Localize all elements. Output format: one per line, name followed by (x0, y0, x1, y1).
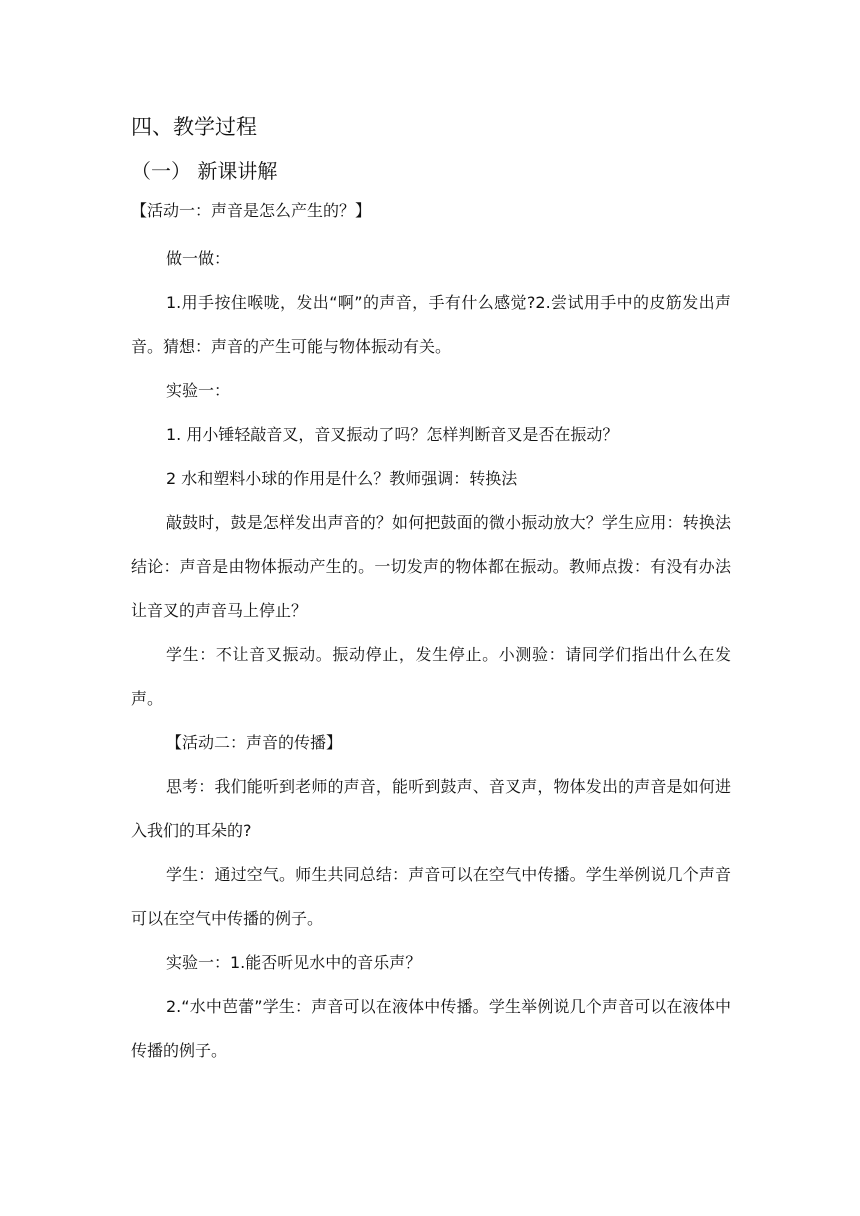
activity-one-title: 【活动一：声音是怎么产生的？】 (131, 201, 372, 220)
document-body (131, 108, 731, 1073)
paragraph-do-items: 1.用手按住喉咙，发出“啊”的声音，手有什么感觉?2.尝试用手中的皮筋发出声音。猜想：声音的产生可能与物体振动有关。 (131, 293, 731, 356)
paragraph-student-answer-1: 学生：不让音叉振动。振动停止，发生停止。小测验：请同学们指出什么在发声。 (131, 645, 731, 708)
subsection-heading: （一） 新课讲解 (131, 159, 278, 183)
activity-two-title: 【活动二：声音的传播】 (166, 733, 343, 752)
paragraph-student-answer-2: 学生：通过空气。师生共同总结：声音可以在空气中传播。学生举例说几个声音可以在空气中传播的例子。 (131, 865, 731, 928)
paragraph-experiment-question-1: 1. 用小锤轻敲音叉，音叉振动了吗？怎样判断音叉是否在振动？ (166, 425, 619, 444)
paragraph-experiment-question-2: 2 水和塑料小球的作用是什么？教师强调：转换法 (166, 469, 518, 488)
section-heading: 四、教学过程 (131, 115, 257, 139)
paragraph-think: 思考：我们能听到老师的声音，能听到鼓声、音叉声，物体发出的声音是如何进入我们的耳朵的? (131, 777, 731, 840)
paragraph-water-ballet: 2.“水中芭蕾”学生：声音可以在液体中传播。学生举例说几个声音可以在液体中传播的例子。 (131, 997, 731, 1060)
paragraph-do-it: 做一做： (166, 249, 231, 268)
paragraph-drum: 敲鼓时，鼓是怎样发出声音的？如何把鼓面的微小振动放大？学生应用：转换法结论：声音是由物体振动产生的。一切发声的物体都在振动。教师点拨：有没有办法让音叉的声音马上停止？ (131, 513, 731, 620)
paragraph-experiment-two: 实验一：1.能否听见水中的音乐声？ (166, 953, 422, 972)
paragraph-experiment-one: 实验一： (166, 381, 231, 400)
